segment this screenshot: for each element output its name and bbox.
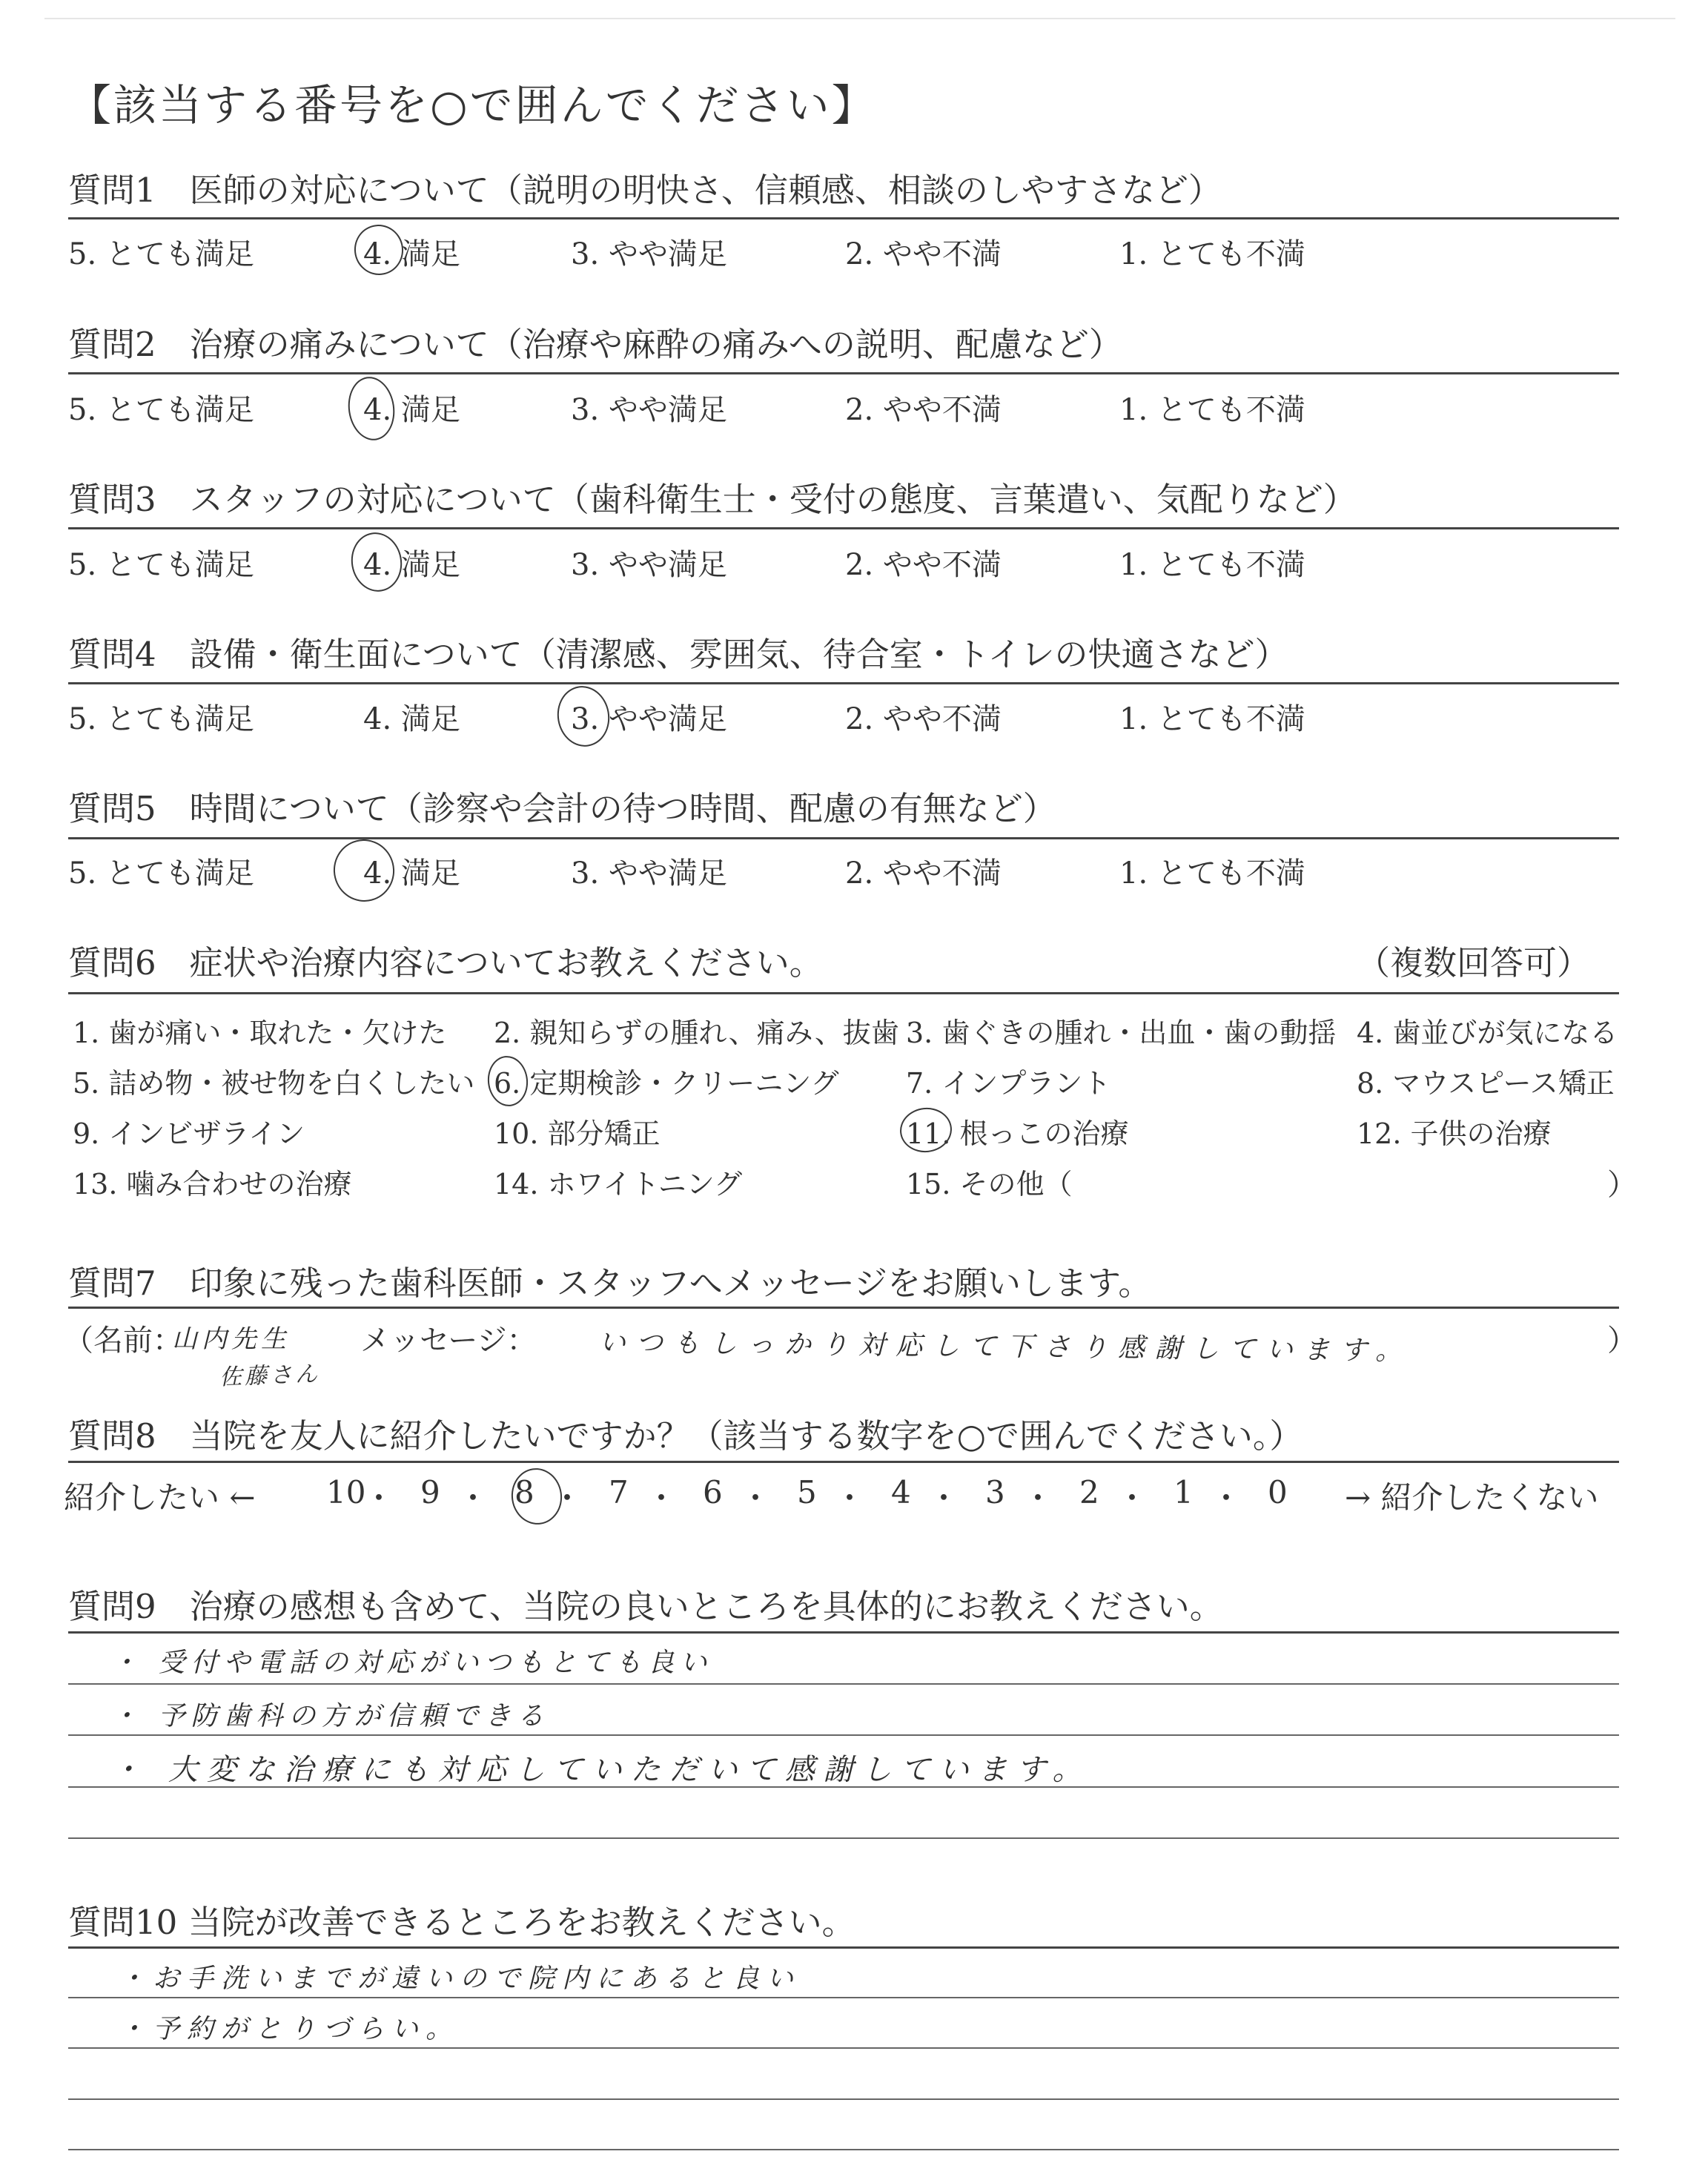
q8-scale-1[interactable]: 1	[1174, 1474, 1194, 1510]
q2-option-5[interactable]: 5. とても満足	[68, 393, 254, 427]
q6-option-7[interactable]: 7. インプラント	[906, 1067, 1111, 1100]
q4-option-5[interactable]: 5. とても満足	[68, 702, 254, 736]
question-9-rule	[68, 1631, 1619, 1634]
q7-close-paren: ）	[1607, 1324, 1637, 1358]
q9-line-2	[68, 1734, 1619, 1736]
q7-message-written[interactable]: いつもしっかり対応して下さり感謝しています。	[598, 1327, 1413, 1367]
question-7-rule	[68, 1307, 1619, 1309]
question-4-rule	[68, 682, 1619, 684]
question-6-note: （複数回答可）	[1357, 943, 1591, 982]
q8-scale-separator: ・	[834, 1480, 866, 1516]
q3-option-1[interactable]: 1. とても不満	[1119, 548, 1305, 582]
q6-option-10[interactable]: 10. 部分矯正	[494, 1117, 661, 1150]
q8-scale-separator: ・	[928, 1480, 960, 1516]
q8-scale-separator: ・	[457, 1480, 489, 1516]
q2-option-4[interactable]: 4. 満足	[363, 393, 460, 427]
scan-top-edge	[44, 18, 1675, 19]
question-6-rule	[68, 992, 1619, 994]
q8-scale-separator: ・	[646, 1480, 678, 1516]
q6-option-3[interactable]: 3. 歯ぐきの腫れ・出血・歯の動揺	[906, 1017, 1337, 1049]
q1-option-4[interactable]: 4. 満足	[363, 237, 460, 271]
question-6-label: 質問6 症状や治療内容についてお教えください。	[68, 943, 823, 982]
question-2-rule	[68, 372, 1619, 374]
q4-option-2[interactable]: 2. やや不満	[845, 702, 1002, 736]
q2-option-2[interactable]: 2. やや不満	[845, 393, 1002, 427]
q2-option-1[interactable]: 1. とても不満	[1119, 393, 1305, 427]
q4-option-4[interactable]: 4. 満足	[363, 702, 460, 736]
q6-option-1[interactable]: 1. 歯が痛い・取れた・欠けた	[73, 1017, 447, 1049]
q9-answer-1[interactable]: ・ 受付や電話の対応がいつもとても良い	[111, 1648, 713, 1678]
question-8-rule	[68, 1461, 1619, 1463]
q10-line-2	[68, 2047, 1619, 2049]
question-10-rule	[68, 1946, 1619, 1949]
q10-line-1	[68, 1997, 1619, 1998]
question-9-label: 質問9 治療の感想も含めて、当院の良いところを具体的にお教えください。	[68, 1587, 1223, 1626]
q3-option-3[interactable]: 3. やや満足	[571, 548, 727, 582]
q6-option-15[interactable]: 15. その他（	[906, 1168, 1073, 1200]
q10-answer-1[interactable]: ・お手洗いまでが遠いので院内にあると良い	[119, 1964, 801, 1994]
q8-scale-3[interactable]: 3	[985, 1474, 1005, 1510]
q10-line-4	[68, 2149, 1619, 2150]
question-3-rule	[68, 527, 1619, 529]
q1-option-5[interactable]: 5. とても満足	[68, 237, 254, 271]
q8-scale-6[interactable]: 6	[703, 1474, 723, 1510]
q6-option-12[interactable]: 12. 子供の治療	[1357, 1117, 1552, 1150]
q7-name-written-1[interactable]: 山内先生	[172, 1324, 291, 1354]
q8-scale-separator: ・	[363, 1480, 395, 1516]
q2-selection-circle	[344, 374, 398, 443]
q8-scale-10[interactable]: 10	[326, 1474, 366, 1510]
q6-option-14[interactable]: 14. ホワイトニング	[494, 1168, 743, 1200]
q3-option-2[interactable]: 2. やや不満	[845, 548, 1002, 582]
q9-answer-2[interactable]: ・ 予防歯科の方が信頼できる	[111, 1701, 550, 1731]
q6-option-2[interactable]: 2. 親知らずの腫れ、痛み、抜歯	[494, 1017, 899, 1049]
q8-scale-8[interactable]: 8	[514, 1474, 534, 1510]
q5-option-5[interactable]: 5. とても満足	[68, 856, 254, 891]
q8-scale-2[interactable]: 2	[1079, 1474, 1099, 1510]
q1-option-1[interactable]: 1. とても不満	[1119, 237, 1305, 271]
q2-option-3[interactable]: 3. やや満足	[571, 393, 727, 427]
question-5-label: 質問5 時間について（診察や会計の待つ時間、配慮の有無など）	[68, 789, 1056, 828]
page-title: 【該当する番号を○で囲んでください】	[68, 80, 877, 131]
q4-option-1[interactable]: 1. とても不満	[1119, 702, 1305, 736]
question-10-label: 質問10 当院が改善できるところをお教えください。	[68, 1903, 855, 1942]
q5-selection-circle	[327, 833, 401, 908]
q8-scale-separator: ・	[1211, 1480, 1242, 1516]
q6-option-5[interactable]: 5. 詰め物・被せ物を白くしたい	[73, 1067, 475, 1100]
question-2-label: 質問2 治療の痛みについて（治療や麻酔の痛みへの説明、配慮など）	[68, 325, 1122, 364]
q10-answer-2[interactable]: ・予約がとりづらい。	[119, 2014, 460, 2044]
q6-option-9[interactable]: 9. インビザライン	[73, 1117, 305, 1150]
q3-selection-circle	[347, 529, 407, 596]
q5-option-3[interactable]: 3. やや満足	[571, 856, 727, 891]
q8-scale-9[interactable]: 9	[420, 1474, 440, 1510]
q9-line-3	[68, 1786, 1619, 1788]
q8-right-label: → 紹介したくない	[1345, 1479, 1599, 1516]
q5-option-4[interactable]: 4. 満足	[363, 856, 460, 891]
question-3-label: 質問3 スタッフの対応について（歯科衛生士・受付の態度、言葉遣い、気配りなど）	[68, 480, 1357, 519]
question-4-label: 質問4 設備・衛生面について（清潔感、雰囲気、待合室・トイレの快適さなど）	[68, 635, 1288, 674]
q8-left-label: 紹介したい ←	[64, 1479, 256, 1516]
question-1-label: 質問1 医師の対応について（説明の明快さ、信頼感、相談のしやすさなど）	[68, 171, 1222, 210]
q8-scale-separator: ・	[740, 1480, 772, 1516]
q8-scale-separator: ・	[1116, 1480, 1148, 1516]
q6-option-8[interactable]: 8. マウスピース矯正	[1357, 1067, 1615, 1100]
q7-name-label: （名前：	[64, 1324, 182, 1358]
q8-scale-5[interactable]: 5	[797, 1474, 817, 1510]
q6-other-close-paren: ）	[1607, 1168, 1637, 1202]
q6-option-13[interactable]: 13. 噛み合わせの治療	[73, 1168, 352, 1200]
q5-option-1[interactable]: 1. とても不満	[1119, 856, 1305, 891]
question-8-label: 質問8 当院を友人に紹介したいですか？（該当する数字を○で囲んでください。）	[68, 1416, 1303, 1456]
q8-scale-separator: ・	[1022, 1480, 1054, 1516]
question-5-rule	[68, 837, 1619, 839]
question-1-rule	[68, 217, 1619, 219]
q7-message-label: メッセージ：	[360, 1324, 537, 1358]
question-7-label: 質問7 印象に残った歯科医師・スタッフへメッセージをお願いします。	[68, 1264, 1152, 1303]
q7-name-written-2[interactable]: 佐藤さん	[219, 1361, 321, 1391]
q6-option-4[interactable]: 4. 歯並びが気になる	[1357, 1017, 1618, 1049]
q9-line-1	[68, 1683, 1619, 1685]
q8-scale-0[interactable]: 0	[1268, 1474, 1288, 1510]
q9-line-4	[68, 1837, 1619, 1839]
q1-option-3[interactable]: 3. やや満足	[571, 237, 727, 271]
q6-option-6[interactable]: 6. 定期検診・クリーニング	[494, 1067, 839, 1100]
q8-scale-4[interactable]: 4	[891, 1474, 911, 1510]
q5-option-2[interactable]: 2. やや不満	[845, 856, 1002, 891]
q10-line-3	[68, 2098, 1619, 2100]
q3-option-4[interactable]: 4. 満足	[363, 548, 460, 582]
q4-selection-circle	[552, 682, 614, 751]
q8-scale-7[interactable]: 7	[609, 1474, 629, 1510]
q3-option-5[interactable]: 5. とても満足	[68, 548, 254, 582]
q8-scale-separator: ・	[552, 1480, 583, 1516]
q6-option-11[interactable]: 11. 根っこの治療	[906, 1117, 1129, 1150]
q9-answer-3[interactable]: ・ 大変な治療にも対応していただいて感謝しています。	[111, 1753, 1091, 1787]
q1-option-2[interactable]: 2. やや不満	[845, 237, 1002, 271]
q4-option-3[interactable]: 3. やや満足	[571, 702, 727, 736]
